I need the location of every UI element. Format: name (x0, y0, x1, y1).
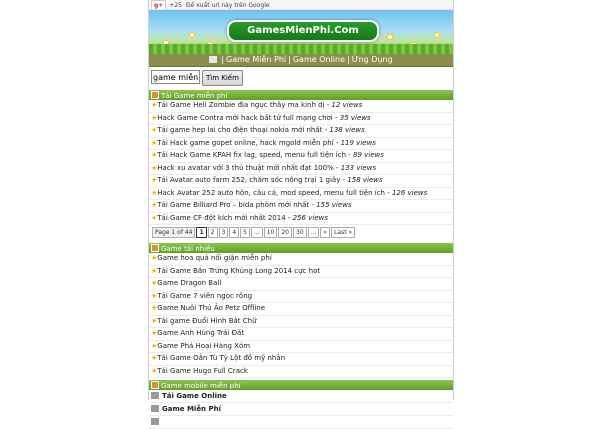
folder-icon (151, 91, 159, 99)
list-item[interactable]: ★Game Phá Hoại Hàng Xóm (149, 341, 453, 354)
page-link[interactable]: 10 (264, 227, 278, 238)
grass-decoration (149, 44, 453, 54)
search-button[interactable]: Tìm Kiếm (202, 70, 243, 86)
star-icon: ★ (151, 254, 158, 262)
home-icon[interactable] (209, 56, 217, 63)
popular-games-list (149, 253, 453, 378)
list-item[interactable]: ★Tải Game Hugo Full Crack (149, 366, 453, 379)
list-item[interactable]: ★Hack xu avatar với 3 thủ thuật mới nhất đạt 100% - 133 views (149, 163, 453, 176)
star-icon: ★ (151, 176, 158, 184)
list-item[interactable]: Tải Game Online (149, 390, 453, 403)
section-header-popular (149, 243, 453, 253)
list-item[interactable]: ★Game Nuôi Thú Ảo Petz Offline (149, 303, 453, 316)
page-link[interactable]: 3 (219, 227, 229, 238)
star-icon: ★ (151, 151, 158, 159)
page-next[interactable]: » (320, 227, 330, 238)
list-item[interactable]: ★Tải Game Hell Zombie địa ngục thây ma kinh dị - 12 views (149, 100, 453, 113)
page-current: 1 (196, 227, 206, 238)
star-icon: ★ (151, 101, 158, 109)
star-icon: ★ (151, 188, 158, 197)
google-plus-bar (149, 0, 453, 10)
pagination (149, 225, 453, 241)
list-item[interactable]: ★Tải Game Bắn Trứng Khủng Long 2014 cực hot (149, 266, 453, 279)
list-item[interactable]: ★Tải game Đuổi Hình Bắt Chữ (149, 316, 453, 329)
page-ellipsis: ... (251, 227, 263, 238)
list-item[interactable]: ★Tải Game Oẳn Tù Tỳ Lột đồ mỹ nhân (149, 353, 453, 366)
page-link[interactable]: 5 (240, 227, 250, 238)
game-thumbnail-icon (151, 405, 159, 412)
flower-decoration (434, 32, 440, 38)
main-nav: | Game Miễn Phí | Game Online | Ứng Dụng (149, 54, 453, 67)
flower-decoration (387, 34, 393, 40)
game-thumbnail-icon (151, 418, 159, 425)
star-icon: ★ (151, 213, 158, 222)
star-icon: ★ (151, 316, 158, 325)
list-item[interactable]: ★Hack Avatar 252 auto hôn, câu cá, mod speed, menu full tiện ích - 126 views (149, 188, 453, 201)
star-icon: ★ (151, 113, 158, 122)
list-item[interactable]: ★Tải Game Billiard Pro – bida phòm mới nhất - 155 views (149, 200, 453, 213)
star-icon: ★ (151, 291, 158, 300)
plus-recommend-text: Đề xuất url này trên Google (186, 2, 270, 9)
page-container (148, 0, 454, 413)
section-header-mobile (149, 380, 453, 390)
page-link[interactable]: 4 (229, 227, 239, 238)
star-icon: ★ (151, 354, 158, 362)
game-thumbnail-icon (151, 392, 159, 399)
nav-game-online[interactable]: Game Online (292, 55, 346, 64)
section-title: Game mobile miễn phí (161, 382, 241, 390)
list-item[interactable]: ★Game Dragon Ball (149, 278, 453, 291)
site-banner (149, 10, 453, 54)
site-logo[interactable]: GamesMienPhi.Com (227, 20, 379, 42)
mobile-games-list (149, 390, 453, 429)
star-icon: ★ (151, 266, 158, 275)
section-title: Game tải nhiều (161, 245, 215, 253)
star-icon: ★ (151, 304, 158, 312)
list-item[interactable]: ★Tải Game 7 viên ngọc rồng (149, 291, 453, 304)
star-icon: ★ (151, 163, 158, 172)
star-icon: ★ (151, 329, 158, 337)
nav-game-mien-phi[interactable]: Game Miễn Phí (226, 55, 287, 64)
list-item[interactable]: ★Game hoa quả nổi giận miễn phí (149, 253, 453, 266)
list-item[interactable]: ★Tải game hep lai cho điện thoại nokia mới nhất - 138 views (149, 125, 453, 138)
page-link[interactable]: 2 (208, 227, 218, 238)
list-item[interactable]: ★Game Anh Hùng Trái Đất (149, 328, 453, 341)
list-item[interactable]: ★Tải Game CF đột kích mới nhất 2014 - 256 views (149, 213, 453, 226)
plus-count: +25 (169, 2, 182, 9)
page-link[interactable]: 30 (293, 227, 307, 238)
free-games-list (149, 100, 453, 225)
list-item[interactable]: ★Tải Avatar auto farm 252, chăm sóc nông trại 1 giây - 158 views (149, 175, 453, 188)
flower-decoration (189, 32, 195, 38)
google-plus-button[interactable]: g+ (151, 0, 166, 10)
nav-ung-dung[interactable]: Ứng Dụng (351, 55, 393, 64)
section-title: Tải Game miễn phí (161, 92, 228, 100)
section-header-free (149, 90, 453, 100)
star-icon: ★ (151, 126, 158, 134)
page-link[interactable]: 20 (278, 227, 292, 238)
star-icon: ★ (151, 341, 158, 350)
page-info: Page 1 of 44 (152, 227, 195, 238)
list-item[interactable]: ★Tải Hack game gopet online, hack mgold miễn phí - 119 views (149, 138, 453, 151)
folder-icon (151, 381, 159, 389)
folder-icon (151, 244, 159, 252)
list-item[interactable]: ★Hack Game Contra mới hack bất tử full mạng chơi - 35 views (149, 113, 453, 126)
star-icon: ★ (151, 138, 158, 147)
page-last[interactable]: Last » (331, 227, 355, 238)
star-icon: ★ (151, 201, 158, 209)
list-item[interactable] (149, 416, 453, 429)
search-input[interactable] (151, 70, 200, 84)
list-item[interactable]: ★Tải Hack Game KPAH fix lag, speed, menu full tiện ích - 89 views (149, 150, 453, 163)
star-icon: ★ (151, 279, 158, 287)
search-bar (149, 67, 453, 88)
page-ellipsis: ... (308, 227, 320, 238)
list-item[interactable]: Game Miễn Phí (149, 403, 453, 416)
star-icon: ★ (151, 366, 158, 375)
